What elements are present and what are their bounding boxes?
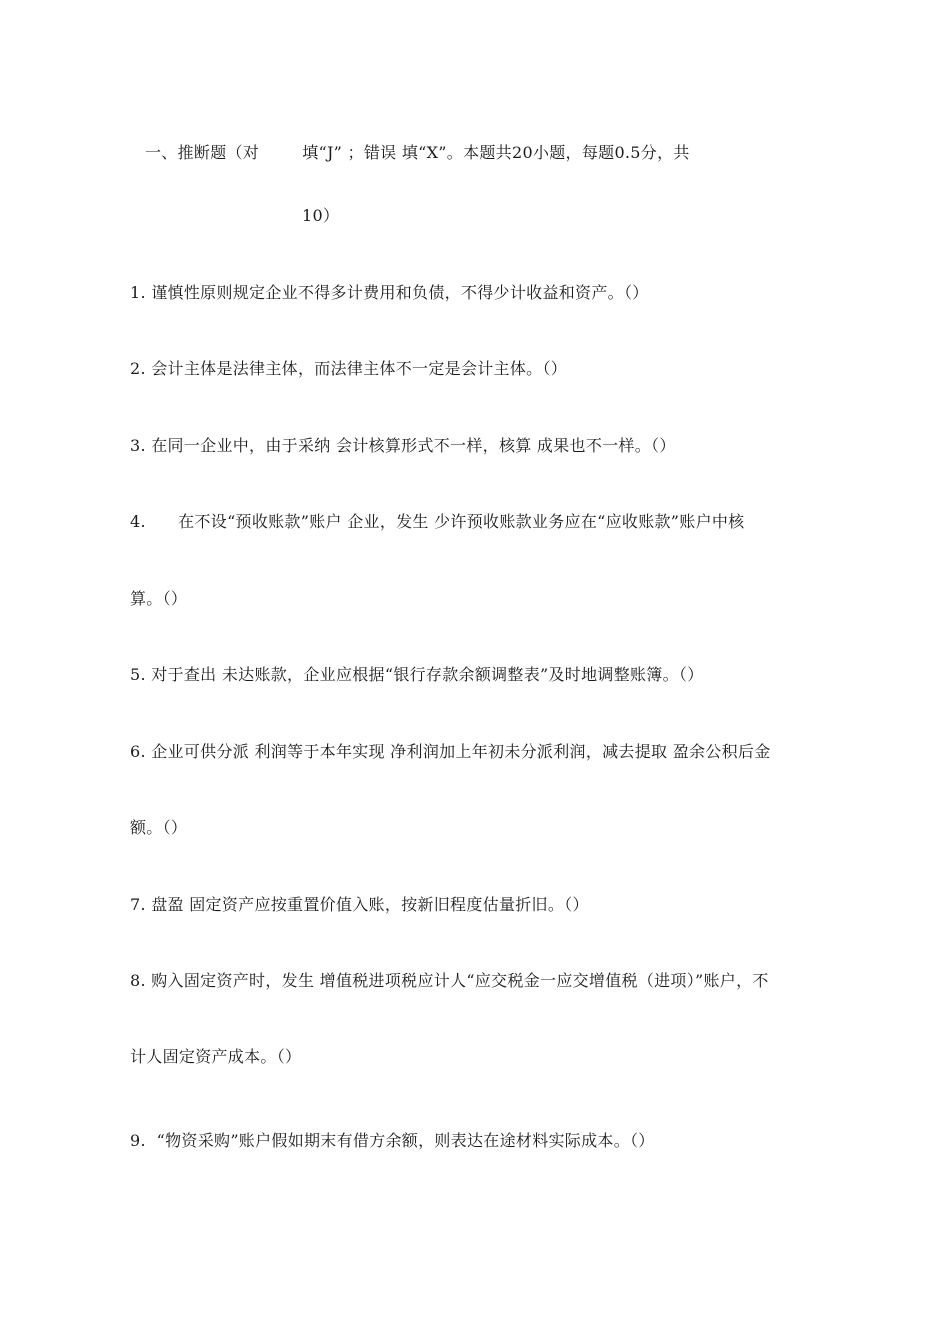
question-3: 3. 在同一企业中，由于采纳 会计核算形式不一样，核算 成果也不一样。（） [130, 436, 676, 455]
question-6-continued: 额。（） [130, 818, 188, 837]
question-8: 8. 购入固定资产时，发生 增值税进项税应计人“应交税金一应交增值税（进项）”账户，不 [130, 971, 769, 990]
question-4: 4. 在不设“预收账款”账户 企业，发生 少许预收账款业务应在“应收账款”账户中核 [130, 512, 745, 531]
question-2: 2. 会计主体是法律主体，而法律主体不一定是会计主体。（） [130, 359, 568, 378]
question-6: 6. 企业可供分派 利润等于本年实现 净利润加上年初未分派利润，减去提取 盈余公积后金 [130, 742, 771, 761]
section-heading: 一、推断题（对 填“J” ；错误 填“X”。本题共20小题，每题0.5分，共 [145, 143, 690, 162]
question-9: 9. “物资采购”账户假如期末有借方余额，则表达在途材料实际成本。（） [130, 1131, 655, 1150]
question-1: 1. 谨慎性原则规定企业不得多计费用和负债，不得少计收益和资产。（） [130, 283, 649, 302]
question-5: 5. 对于查出 未达账款，企业应根据“银行存款余额调整表”及时地调整账簿。（） [130, 665, 704, 684]
question-7: 7. 盘盈 固定资产应按重置价值入账，按新旧程度估量折旧。（） [130, 895, 589, 914]
question-8-continued: 计人固定资产成本。（） [130, 1047, 302, 1066]
question-4-continued: 算。（） [130, 589, 188, 608]
section-heading-continued: 10） [302, 206, 340, 225]
